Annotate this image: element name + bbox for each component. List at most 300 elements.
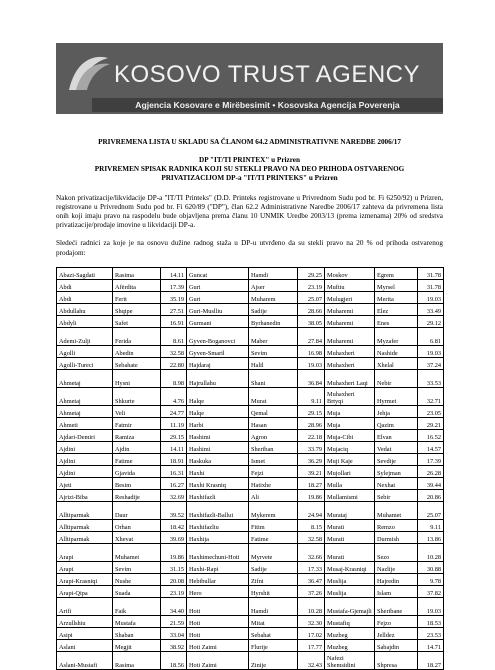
- surname-cell: Murati: [325, 531, 375, 543]
- surname-cell: Guri-Muslliu: [187, 303, 249, 315]
- first-name-cell: Muharem: [249, 291, 298, 303]
- years-cell: 32.66: [298, 543, 325, 561]
- list-intro-paragraph: Sledeći radnici za koje je na osnovu dužine radnog staža u DP-u utvrđeno da su stekli pravo na 20 % od prihoda ostvarenog prodajom:: [56, 239, 443, 257]
- surname-cell: Gyven-Smaril: [187, 345, 249, 357]
- surname-cell: Mustafa-Gjemajli: [325, 597, 375, 615]
- years-cell: 35.19: [161, 291, 187, 303]
- first-name-cell: Sevim: [113, 561, 161, 573]
- surname-cell: Mulugjeri: [325, 291, 375, 303]
- table-row: [57, 465, 444, 477]
- surname-cell: Muhaxheri Brtyqi: [325, 387, 375, 405]
- surname-cell: Mustafiq: [325, 615, 375, 627]
- surname-cell: Mulla: [325, 477, 375, 489]
- table-row: [57, 441, 444, 453]
- surname-cell: Arapi-Krasniqi: [57, 573, 113, 585]
- surname-cell: Ajeti: [57, 477, 113, 489]
- first-name-cell: Mitat: [249, 615, 298, 627]
- first-name-cell: Halil: [249, 357, 298, 369]
- first-name-cell: Fatmir: [113, 417, 161, 429]
- surname-cell: Mullamismi: [325, 489, 375, 501]
- surname-cell: Muzbeg: [325, 639, 375, 651]
- years-cell: 28.66: [298, 303, 325, 315]
- years-cell: 39.21: [298, 465, 325, 477]
- years-cell: 23.53: [418, 627, 444, 639]
- table-row: [57, 651, 444, 669]
- first-name-cell: Xhelal: [375, 357, 418, 369]
- first-name-cell: Hyrshit: [249, 585, 298, 597]
- years-cell: 27.51: [161, 303, 187, 315]
- first-name-cell: Nazlije: [375, 561, 418, 573]
- surname-cell: Hoti: [187, 627, 249, 639]
- table-row: [57, 279, 444, 291]
- years-cell: 18.27: [298, 477, 325, 489]
- surname-cell: Muja-Cibi: [325, 429, 375, 441]
- table-row: [57, 405, 444, 417]
- first-name-cell: Enes: [375, 315, 418, 327]
- first-name-cell: Rasima: [113, 267, 161, 279]
- years-cell: 26.28: [418, 465, 444, 477]
- years-cell: 39.52: [161, 501, 187, 519]
- first-name-cell: Elvan: [375, 429, 418, 441]
- surname-cell: Muharemi: [325, 303, 375, 315]
- surname-cell: Muzbeg: [325, 627, 375, 639]
- first-name-cell: Fejzi: [249, 465, 298, 477]
- years-cell: 34.40: [161, 597, 187, 615]
- surname-cell: Alltiparmak: [57, 531, 113, 543]
- first-name-cell: Jelldez: [375, 627, 418, 639]
- first-name-cell: Mykerem: [249, 501, 298, 519]
- surname-cell: Muhaxheri Laqi: [325, 369, 375, 387]
- years-cell: 19.03: [418, 597, 444, 615]
- surname-cell: Hajdaraj: [187, 357, 249, 369]
- surname-cell: Ahmetaj: [57, 387, 113, 405]
- first-name-cell: Merita: [375, 291, 418, 303]
- first-name-cell: Sadije: [249, 561, 298, 573]
- surname-cell: Abdyli: [57, 315, 113, 327]
- years-cell: 23.19: [298, 279, 325, 291]
- years-cell: 8.98: [161, 369, 187, 387]
- years-cell: 39.44: [418, 477, 444, 489]
- surname-cell: Abdi: [57, 279, 113, 291]
- years-cell: 19.86: [298, 489, 325, 501]
- first-name-cell: Faik: [113, 597, 161, 615]
- years-cell: 31.15: [161, 561, 187, 573]
- surname-cell: Muslija: [325, 573, 375, 585]
- surname-cell: Agolli: [57, 345, 113, 357]
- years-cell: 32.69: [161, 489, 187, 501]
- agency-logo-icon: [64, 50, 112, 94]
- table-row: [57, 519, 444, 531]
- surname-cell: Aslani: [57, 639, 113, 651]
- table-row: [57, 489, 444, 501]
- years-cell: 29.15: [161, 429, 187, 441]
- surname-cell: Hashimi: [187, 429, 249, 441]
- surname-cell: Haxhi-Rapi: [187, 561, 249, 573]
- surname-cell: Aslani-Mustafi: [57, 651, 113, 669]
- years-cell: 19.03: [418, 345, 444, 357]
- first-name-cell: Hamdi: [249, 597, 298, 615]
- surname-cell: Haxhifazli: [187, 489, 249, 501]
- surname-cell: Gyven-Boganovci: [187, 327, 249, 345]
- first-name-cell: Muhamet: [375, 501, 418, 519]
- years-cell: 37.24: [418, 357, 444, 369]
- years-cell: 28.96: [298, 417, 325, 429]
- first-name-cell: Qemal: [249, 405, 298, 417]
- first-name-cell: Maber: [249, 327, 298, 345]
- years-cell: 22.80: [161, 357, 187, 369]
- first-name-cell: Ismet: [249, 453, 298, 465]
- surname-cell: Hoti Zaimi: [187, 651, 249, 669]
- first-name-cell: Fejzo: [375, 615, 418, 627]
- first-name-cell: Ferida: [113, 327, 161, 345]
- first-name-cell: Ajser: [249, 279, 298, 291]
- surname-cell: Mujaciq: [325, 441, 375, 453]
- surname-cell: Ajdini: [57, 453, 113, 465]
- years-cell: 21.59: [161, 615, 187, 627]
- first-name-cell: Ramiza: [113, 429, 161, 441]
- surname-cell: Asipi: [57, 627, 113, 639]
- years-cell: 6.81: [418, 327, 444, 345]
- table-row: [57, 387, 444, 405]
- years-cell: 17.39: [418, 453, 444, 465]
- surname-cell: Nafezi Shemsidini: [325, 651, 375, 669]
- surname-cell: Haxhimechuni-Hoti: [187, 543, 249, 561]
- years-cell: 18.27: [418, 651, 444, 669]
- first-name-cell: Mustafa: [113, 615, 161, 627]
- surname-cell: Ajdari-Demiri: [57, 429, 113, 441]
- surname-cell: Haxhifazli-Ballui: [187, 501, 249, 519]
- first-name-cell: Sylejman: [375, 465, 418, 477]
- first-name-cell: Zinije: [249, 651, 298, 669]
- surname-cell: Hebibullar: [187, 573, 249, 585]
- years-cell: 32.58: [298, 531, 325, 543]
- years-cell: 22.18: [298, 429, 325, 441]
- first-name-cell: Myrvete: [249, 543, 298, 561]
- first-name-cell: Rasima: [113, 651, 161, 669]
- subheading-line: PRIVREMEN SPISAK RADNIKA KOJI SU STEKLI PRAVO NA DEO PRIHODA OSTVARENOG: [94, 165, 405, 174]
- table-row: [57, 477, 444, 489]
- surname-cell: Muharemi: [325, 315, 375, 327]
- first-name-cell: Sevdije: [375, 453, 418, 465]
- first-name-cell: Orhan: [113, 519, 161, 531]
- workers-table: [56, 267, 444, 670]
- surname-cell: Hoti: [187, 615, 249, 627]
- surname-cell: Haxhi: [187, 465, 249, 477]
- first-name-cell: Fatime: [249, 531, 298, 543]
- subheading-line: PRIVATIZACIJOM DP-a "IT/TI PRINTEKS" u Prizren: [161, 174, 338, 183]
- document-body: [56, 138, 443, 670]
- surname-cell: Guri: [187, 279, 249, 291]
- document-heading: PRIVREMENA LISTA U SKLADU SA ČLANOM 64.2 ADMINISTRATIVNE NAREDBE 2006/17: [98, 138, 401, 146]
- surname-cell: Arapi: [57, 543, 113, 561]
- surname-cell: Abazi-Sagdati: [57, 267, 113, 279]
- years-cell: 38.92: [161, 639, 187, 651]
- years-cell: 31.78: [418, 267, 444, 279]
- first-name-cell: Nushe: [113, 573, 161, 585]
- years-cell: 32.71: [418, 387, 444, 405]
- table-row: [57, 345, 444, 357]
- years-cell: 16.52: [418, 429, 444, 441]
- first-name-cell: Ajdin: [113, 441, 161, 453]
- years-cell: 9.78: [418, 573, 444, 585]
- first-name-cell: Megjit: [113, 639, 161, 651]
- first-name-cell: Hysni: [113, 369, 161, 387]
- years-cell: 17.33: [298, 561, 325, 573]
- years-cell: 36.84: [298, 369, 325, 387]
- surname-cell: Muja: [325, 405, 375, 417]
- surname-cell: Muslija: [325, 585, 375, 597]
- years-cell: 32.58: [161, 345, 187, 357]
- years-cell: 18.42: [161, 519, 187, 531]
- first-name-cell: Myrsel: [375, 279, 418, 291]
- years-cell: 13.86: [418, 531, 444, 543]
- surname-cell: Moskov: [325, 267, 375, 279]
- years-cell: 33.79: [298, 441, 325, 453]
- first-name-cell: Shqipe: [113, 303, 161, 315]
- first-name-cell: Sevim: [249, 345, 298, 357]
- first-name-cell: Ferit: [113, 291, 161, 303]
- surname-cell: Musaj-Krasniqi: [325, 561, 375, 573]
- years-cell: 8.61: [161, 327, 187, 345]
- years-cell: 33.04: [161, 627, 187, 639]
- table-row: [57, 639, 444, 651]
- surname-cell: Halqe: [187, 387, 249, 405]
- surname-cell: Ajdini: [57, 465, 113, 477]
- years-cell: 37.82: [418, 585, 444, 597]
- surname-cell: Harbi: [187, 417, 249, 429]
- table-row: [57, 585, 444, 597]
- table-row: [57, 303, 444, 315]
- surname-cell: Murati: [325, 519, 375, 531]
- surname-cell: Muftiu: [325, 279, 375, 291]
- years-cell: 11.19: [161, 417, 187, 429]
- surname-cell: Hashimi: [187, 441, 249, 453]
- surname-cell: Hoti: [187, 597, 249, 615]
- first-name-cell: Remzo: [375, 519, 418, 531]
- first-name-cell: Byrhanedin: [249, 315, 298, 327]
- surname-cell: Haxhi Krasniq: [187, 477, 249, 489]
- surname-cell: Alltiparmak: [57, 519, 113, 531]
- subheading-line: DP "IT/TI PRINTEX" u Prizren: [199, 156, 300, 164]
- table-row: [57, 369, 444, 387]
- first-name-cell: Sadije: [249, 303, 298, 315]
- years-cell: 27.84: [298, 327, 325, 345]
- first-name-cell: Nashide: [375, 345, 418, 357]
- years-cell: 23.19: [161, 585, 187, 597]
- table-row: [57, 429, 444, 441]
- years-cell: 16.91: [161, 315, 187, 327]
- table-row: [57, 615, 444, 627]
- surname-cell: Arapi-Qipa: [57, 585, 113, 597]
- first-name-cell: Durmish: [375, 531, 418, 543]
- first-name-cell: Reshadije: [113, 489, 161, 501]
- table-row: [57, 327, 444, 345]
- years-cell: 33.49: [418, 303, 444, 315]
- years-cell: 33.53: [418, 369, 444, 387]
- first-name-cell: Shani: [249, 369, 298, 387]
- years-cell: 17.39: [161, 279, 187, 291]
- first-name-cell: Daur: [113, 501, 161, 519]
- years-cell: 25.07: [298, 291, 325, 303]
- surname-cell: Halqe: [187, 405, 249, 417]
- first-name-cell: Sheriban: [249, 441, 298, 453]
- first-name-cell: Suada: [113, 585, 161, 597]
- years-cell: 38.05: [298, 315, 325, 327]
- first-name-cell: Nexhat: [375, 477, 418, 489]
- surname-cell: Abdi: [57, 291, 113, 303]
- surname-cell: Muji Kaje: [325, 453, 375, 465]
- years-cell: 19.03: [298, 357, 325, 369]
- years-cell: 17.02: [298, 627, 325, 639]
- years-cell: 14.71: [418, 639, 444, 651]
- years-cell: 30.88: [418, 561, 444, 573]
- surname-cell: Haskuka: [187, 453, 249, 465]
- surname-cell: Muhaxheri: [325, 357, 375, 369]
- table-row: [57, 627, 444, 639]
- first-name-cell: Hajredin: [375, 573, 418, 585]
- first-name-cell: Besim: [113, 477, 161, 489]
- first-name-cell: Elez: [375, 303, 418, 315]
- years-cell: 29.25: [298, 267, 325, 279]
- surname-cell: Muhaxheri: [325, 345, 375, 357]
- table-row: [57, 573, 444, 585]
- surname-cell: Gurmani: [187, 315, 249, 327]
- years-cell: 8.15: [298, 519, 325, 531]
- surname-cell: Arapi: [57, 561, 113, 573]
- years-cell: 29.21: [418, 417, 444, 429]
- surname-cell: Haxhifazliu: [187, 519, 249, 531]
- surname-cell: Ahmeti: [57, 417, 113, 429]
- surname-cell: Hoti Zaimi: [187, 639, 249, 651]
- surname-cell: Guri: [187, 291, 249, 303]
- first-name-cell: Jehja: [375, 405, 418, 417]
- first-name-cell: Hyrmet: [375, 387, 418, 405]
- years-cell: 18.56: [161, 651, 187, 669]
- document-subheading: [56, 156, 443, 184]
- first-name-cell: Flurije: [249, 639, 298, 651]
- first-name-cell: Safet: [113, 315, 161, 327]
- surname-cell: Hajrullahu: [187, 369, 249, 387]
- surname-cell: Muja: [325, 417, 375, 429]
- first-name-cell: Fatime: [113, 453, 161, 465]
- surname-cell: Agolli-Tureci: [57, 357, 113, 369]
- table-row: [57, 561, 444, 573]
- first-name-cell: Murat: [249, 387, 298, 405]
- table-row: [57, 267, 444, 279]
- years-cell: 14.11: [161, 441, 187, 453]
- first-name-cell: Zifni: [249, 573, 298, 585]
- first-name-cell: Hamdi: [249, 267, 298, 279]
- years-cell: 24.77: [161, 405, 187, 417]
- surname-cell: Guncat: [187, 267, 249, 279]
- table-row: [57, 543, 444, 561]
- years-cell: 4.76: [161, 387, 187, 405]
- years-cell: 36.29: [298, 453, 325, 465]
- surname-cell: Arifi: [57, 597, 113, 615]
- table-row: [57, 357, 444, 369]
- years-cell: 37.26: [298, 585, 325, 597]
- years-cell: 10.28: [418, 543, 444, 561]
- first-name-cell: Gjavida: [113, 465, 161, 477]
- years-cell: 19.86: [161, 543, 187, 561]
- first-name-cell: Hasan: [249, 417, 298, 429]
- surname-cell: Muharemi: [325, 327, 375, 345]
- header-banner: [56, 43, 443, 114]
- surname-cell: Murati: [325, 543, 375, 561]
- surname-cell: Murataj: [325, 501, 375, 519]
- years-cell: 19.03: [418, 291, 444, 303]
- years-cell: 31.78: [418, 279, 444, 291]
- years-cell: 9.11: [418, 519, 444, 531]
- workers-table-body: [57, 267, 444, 669]
- years-cell: 32.30: [298, 615, 325, 627]
- first-name-cell: Shkurte: [113, 387, 161, 405]
- years-cell: 17.77: [298, 639, 325, 651]
- first-name-cell: Hatixhe: [249, 477, 298, 489]
- table-row: [57, 531, 444, 543]
- years-cell: 20.08: [161, 573, 187, 585]
- years-cell: 9.11: [298, 387, 325, 405]
- surname-cell: Mujollari: [325, 465, 375, 477]
- first-name-cell: Xhevat: [113, 531, 161, 543]
- years-cell: 10.28: [298, 597, 325, 615]
- years-cell: 18.91: [161, 453, 187, 465]
- agency-title: KOSOVO TRUST AGENCY: [114, 61, 421, 88]
- surname-cell: Ahmetaj: [57, 405, 113, 417]
- table-row: [57, 501, 444, 519]
- first-name-cell: Veli: [113, 405, 161, 417]
- first-name-cell: Sebahat: [249, 627, 298, 639]
- first-name-cell: Afërdita: [113, 279, 161, 291]
- first-name-cell: Sebahate: [113, 357, 161, 369]
- first-name-cell: Muhamet: [113, 543, 161, 561]
- first-name-cell: Vedat: [375, 441, 418, 453]
- surname-cell: Ajdini: [57, 441, 113, 453]
- agency-subtitle: Agjencia Kosovare e Mirëbesimit • Kosovska Agencija Poverenja: [92, 98, 443, 112]
- years-cell: 36.47: [298, 573, 325, 585]
- first-name-cell: Myzafer: [375, 327, 418, 345]
- first-name-cell: Islam: [375, 585, 418, 597]
- surname-cell: Hero: [187, 585, 249, 597]
- years-cell: 14.57: [418, 441, 444, 453]
- years-cell: 29.12: [418, 315, 444, 327]
- first-name-cell: Qazim: [375, 417, 418, 429]
- years-cell: 20.86: [418, 489, 444, 501]
- first-name-cell: Agron: [249, 429, 298, 441]
- surname-cell: Alltiparmak: [57, 501, 113, 519]
- intro-paragraph: Nakon privatizacije/likvidacije DP-a "IT/TI Printeks" (D.D. Printeks registrovane u Privrednom Sudu pod br. Fi 6250/92) u Prizren, registrovane u Privrednom Sudu pod br. Fi 620/89 ("DP"), član 62.2 Administrativne Naredbe 2006/17 zahteva da privremena lista onih koji imaju pravo na raspodelu bude objavljena prema članu 10 UNMIK Uredbe 2003/13 (prema izmenama) 20% od sredstva privatizacije/prodaje imovine u likvidaciji DP-a.: [56, 193, 443, 230]
- table-row: [57, 417, 444, 429]
- table-row: [57, 597, 444, 615]
- first-name-cell: Abedin: [113, 345, 161, 357]
- surname-cell: Ajrizi-Biba: [57, 489, 113, 501]
- table-row: [57, 453, 444, 465]
- first-name-cell: Sabajdin: [375, 639, 418, 651]
- years-cell: 16.31: [161, 465, 187, 477]
- surname-cell: Haxhija: [187, 531, 249, 543]
- years-cell: 18.53: [418, 615, 444, 627]
- surname-cell: Abdullahu: [57, 303, 113, 315]
- first-name-cell: Sebir: [375, 489, 418, 501]
- years-cell: 29.15: [298, 405, 325, 417]
- years-cell: 16.27: [161, 477, 187, 489]
- first-name-cell: Fitim: [249, 519, 298, 531]
- years-cell: 23.05: [418, 405, 444, 417]
- years-cell: 32.43: [298, 651, 325, 669]
- first-name-cell: Ali: [249, 489, 298, 501]
- years-cell: 39.69: [161, 531, 187, 543]
- years-cell: 25.07: [418, 501, 444, 519]
